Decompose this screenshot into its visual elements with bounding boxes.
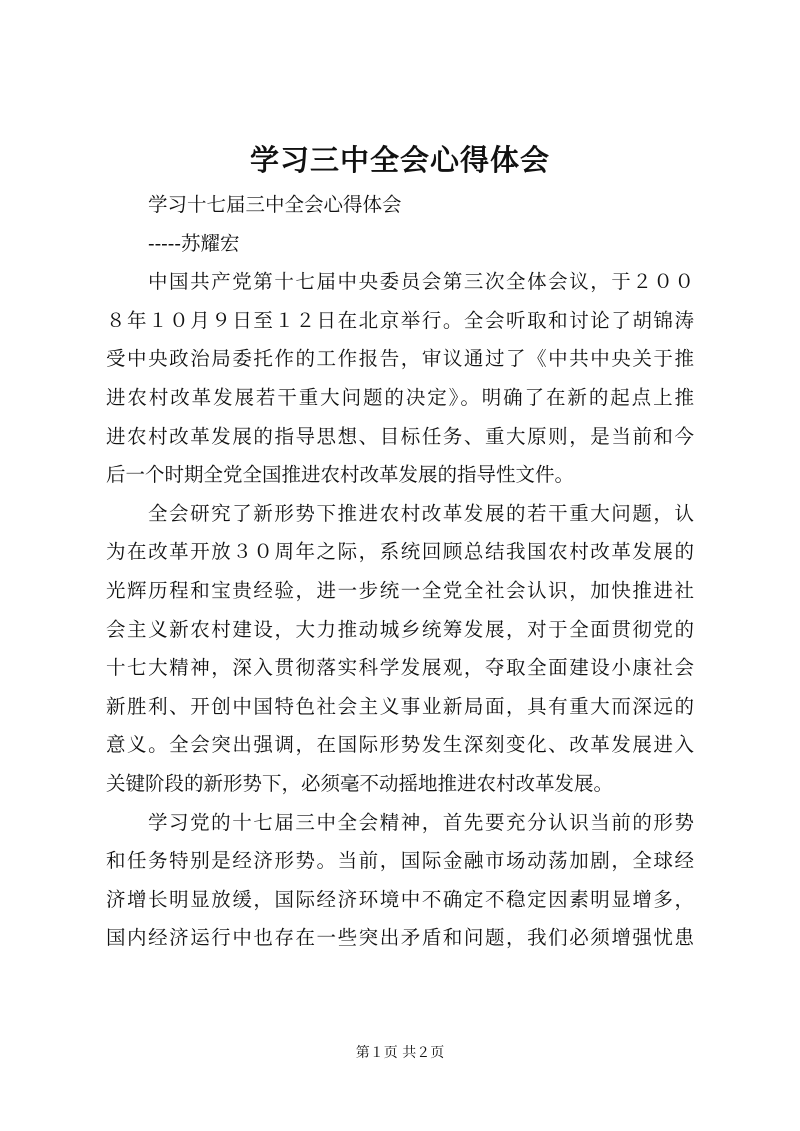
paragraph-line: 光辉历程和宝贵经验，进一步统一全党全社会认识，加快推进社 bbox=[106, 578, 694, 602]
paragraph-line: 进农村改革发展若干重大问题的决定》。明确了在新的起点上推 bbox=[106, 385, 694, 409]
paragraph-line: ８年１０月９日至１２日在北京举行。全会听取和讨论了胡锦涛 bbox=[106, 308, 694, 332]
author-line: -----苏耀宏 bbox=[148, 231, 240, 255]
paragraph-line: 学习党的十七届三中全会精神，首先要充分认识当前的形势 bbox=[148, 810, 694, 834]
paragraph-line: 为在改革开放３０周年之际，系统回顾总结我国农村改革发展的 bbox=[106, 540, 694, 564]
document-body bbox=[106, 186, 694, 958]
document-title: 学习三中全会心得体会 bbox=[249, 143, 550, 177]
paragraph-line: 意义。全会突出强调，在国际形势发生深刻变化、改革发展进入 bbox=[106, 733, 694, 757]
subtitle: 学习十七届三中全会心得体会 bbox=[148, 193, 402, 216]
paragraph-line: 国内经济运行中也存在一些突出矛盾和问题，我们必须增强忧患 bbox=[106, 926, 694, 950]
paragraph-line: 济增长明显放缓，国际经济环境中不确定不稳定因素明显增多， bbox=[106, 887, 694, 911]
paragraph-line: 和任务特别是经济形势。当前，国际金融市场动荡加剧，全球经 bbox=[106, 849, 694, 873]
paragraph-line: 受中央政治局委托作的工作报告，审议通过了《中共中央关于推 bbox=[106, 347, 694, 371]
paragraph-line: 进农村改革发展的指导思想、目标任务、重大原则，是当前和今 bbox=[106, 424, 694, 448]
paragraph-line: 十七大精神，深入贯彻落实科学发展观，夺取全面建设小康社会 bbox=[106, 656, 694, 680]
paragraph-line: 关键阶段的新形势下，必须毫不动摇地推进农村改革发展。 bbox=[106, 771, 614, 795]
paragraph-line: 后一个时期全党全国推进农村改革发展的指导性文件。 bbox=[106, 463, 575, 487]
paragraph-line: 全会研究了新形势下推进农村改革发展的若干重大问题，认 bbox=[148, 501, 694, 525]
paragraph-line: 新胜利、开创中国特色社会主义事业新局面，具有重大而深远的 bbox=[106, 694, 694, 718]
paragraph-line: 中国共产党第十七届中央委员会第三次全体会议，于２００ bbox=[148, 270, 694, 294]
paragraph-line: 会主义新农村建设，大力推动城乡统筹发展，对于全面贯彻党的 bbox=[106, 617, 694, 641]
page-footer: 第１页 共２页 bbox=[355, 1045, 445, 1061]
